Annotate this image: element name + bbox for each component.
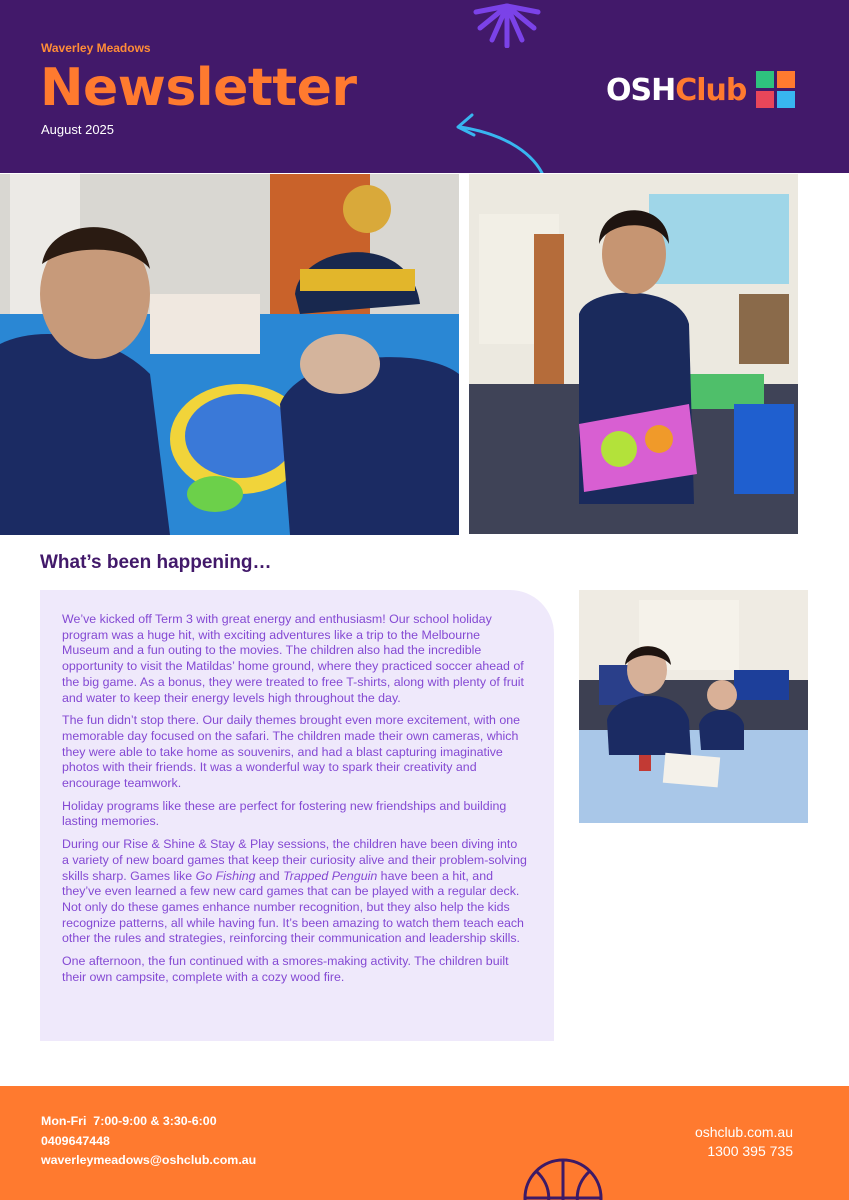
paragraph-text: Holiday programs like these are perfect for fostering new friendships and building lasting memories. (62, 798, 507, 829)
photo-children-card-game (579, 590, 808, 823)
photo-boys-fishing-game (0, 174, 459, 535)
game-title: Go Fishing (195, 868, 256, 883)
article-paragraph (62, 799, 527, 830)
article-paragraph (62, 713, 527, 792)
photo-girl-with-artwork (469, 174, 798, 534)
paragraph-text: During our Rise & Shine & Stay & Play sessions, the children have been diving into a variety of new board games that keep their curiosity alive and their problem-solving skills sharp. Games like (62, 837, 527, 883)
school-name: Waverley Meadows (41, 41, 151, 55)
paragraph-text: We’ve kicked off Term 3 with great energy and enthusiasm! Our school holiday program was a huge hit, with exciting adventures like a trip to the Melbourne Museum and a fun outing to the movies. The children also had the incredible opportunity to visit the Matildas’ home ground, where they practiced soccer ahead of the big game. As a bonus, they were treated to free T-shirts, along with plenty of fruit and water to keep their energy levels high throughout the day. (62, 612, 524, 705)
newsletter-title: Newsletter (40, 58, 357, 118)
paragraph-text: The fun didn’t stop there. Our daily themes brought even more excitement, with one memorable day focused on the safari. The children made their own cameras, which they were able to take home as souvenirs, and had a blast capturing imaginative photos with their friends. It was a wonderful way to spark their creativity and encourage teamwork. (62, 713, 521, 791)
newsletter-footer (0, 1086, 849, 1200)
logo-wordmark: OSHClub (606, 73, 747, 108)
contact-email[interactable]: waverleymeadows@oshclub.com.au (41, 1153, 257, 1167)
website-link[interactable]: oshclub.com.au (694, 1124, 793, 1140)
logo-squares-icon (756, 71, 796, 109)
issue-date: August 2025 (41, 122, 115, 137)
section-title: What’s been happening… (40, 552, 272, 573)
paragraph-text: One afternoon, the fun continued with a smores-making activity. The children built their own campsite, complete with a cozy wood fire. (62, 954, 509, 984)
website-info (695, 1123, 793, 1161)
article-paragraph (62, 954, 527, 985)
opening-hours: Mon-Fri 7:00-9:00 & 3:30-6:00 (41, 1114, 217, 1128)
article-body (62, 612, 527, 992)
paragraph-text: have been a hit, and they’ve even learned a few new card games that can be played with a regular deck. Not only do these games enhance number recognition, but they also help the kids recognize patterns, all while having fun. It’s been amazing to watch them teach each other the rules and strategies, reinforcing their communication and leadership skills. (62, 868, 524, 946)
hotline-number[interactable]: 1300 395 735 (707, 1143, 793, 1159)
article-paragraph (62, 612, 527, 706)
contact-details (41, 1112, 256, 1171)
oshclub-logo (606, 71, 801, 111)
contact-phone[interactable]: 0409647448 (41, 1133, 110, 1148)
curved-arrow-decoration (450, 105, 550, 173)
article-paragraph (62, 837, 527, 947)
paragraph-text: and (255, 868, 284, 883)
game-title: Trapped Penguin (283, 868, 378, 883)
starburst-decoration (472, 0, 542, 48)
newsletter-header (0, 0, 849, 173)
basketball-icon (521, 1156, 605, 1200)
